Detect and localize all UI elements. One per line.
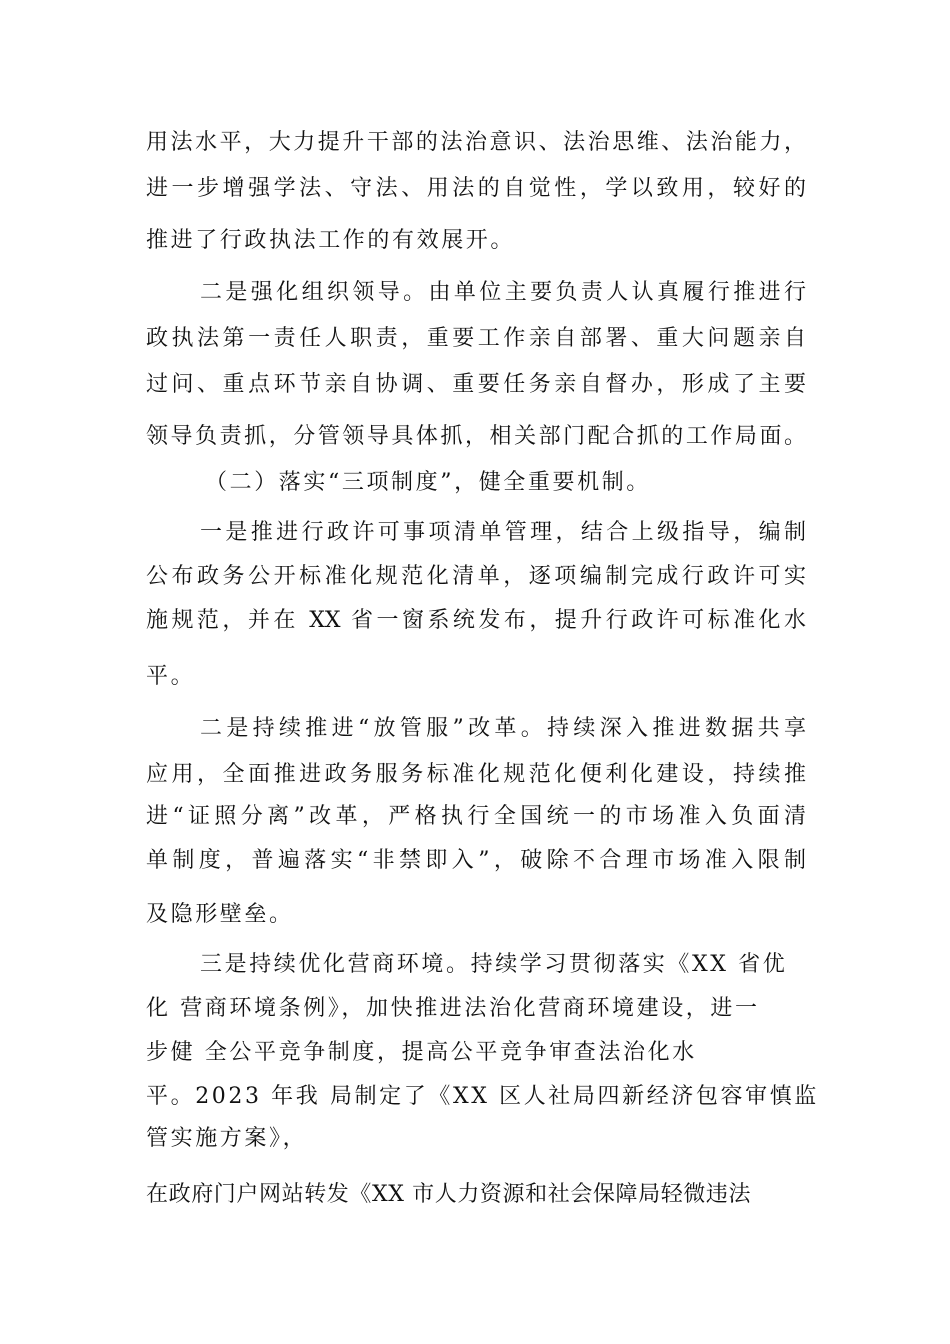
text-line: 平。 — [146, 664, 196, 689]
paragraph-start-line: 二是持续推进“放管服”改革。持续深入推进数据共享 — [200, 716, 806, 741]
text-line: 进“证照分离”改革，严格执行全国统一的市场准入负面清 — [146, 804, 806, 829]
text-line: 化 营商环境条例》，加快推进法治化营商环境建设，进一 — [146, 996, 760, 1021]
text-line: 用法水平，大力提升干部的法治意识、法治思维、法治能力， — [146, 130, 806, 155]
text-line: 进一步增强学法、守法、用法的自觉性，学以致用，较好的 — [146, 176, 806, 201]
text-line: 及隐形壁垒。 — [146, 902, 294, 927]
paragraph-start-line: 一是推进行政许可事项清单管理，结合上级指导，编制 — [200, 520, 806, 545]
text-line: 领导负责抓，分管领导具体抓，相关部门配合抓的工作局面。 — [146, 424, 806, 449]
text-line: 单制度，普遍落实“非禁即入”，破除不合理市场准入限制 — [146, 848, 806, 873]
section-heading: （二）落实“三项制度”，健全重要机制。 — [205, 470, 651, 495]
text-line: 步健 全公平竞争制度，提高公平竞争审查法治化水 — [146, 1040, 697, 1065]
text-line: 政执法第一责任人职责，重要工作亲自部署、重大问题亲自 — [146, 326, 806, 351]
text-line: 过问、重点环节亲自协调、重要任务亲自督办，形成了主要 — [146, 372, 806, 397]
paragraph-start-line: 三是持续优化营商环境。持续学习贯彻落实《XX 省优 — [200, 952, 788, 977]
text-line: 公布政务公开标准化规范化清单，逐项编制完成行政许可实 — [146, 564, 806, 589]
text-line: 施规范，并在 XX 省一窗系统发布，提升行政许可标准化水 — [146, 608, 806, 633]
text-line: 管实施方案》， — [146, 1126, 308, 1151]
paragraph-start-line: 二是强化组织领导。由单位主要负责人认真履行推进行 — [200, 280, 806, 305]
text-line: 平。2023 年我 局制定了《XX 区人社局四新经济包容审慎监 — [146, 1084, 819, 1109]
text-line: 推进了行政执法工作的有效展开。 — [146, 228, 516, 253]
text-line: 应用，全面推进政务服务标准化规范化便利化建设，持续推 — [146, 762, 806, 787]
text-line: 在政府门户网站转发《XX 市人力资源和社会保障局轻微违法 — [146, 1182, 752, 1207]
